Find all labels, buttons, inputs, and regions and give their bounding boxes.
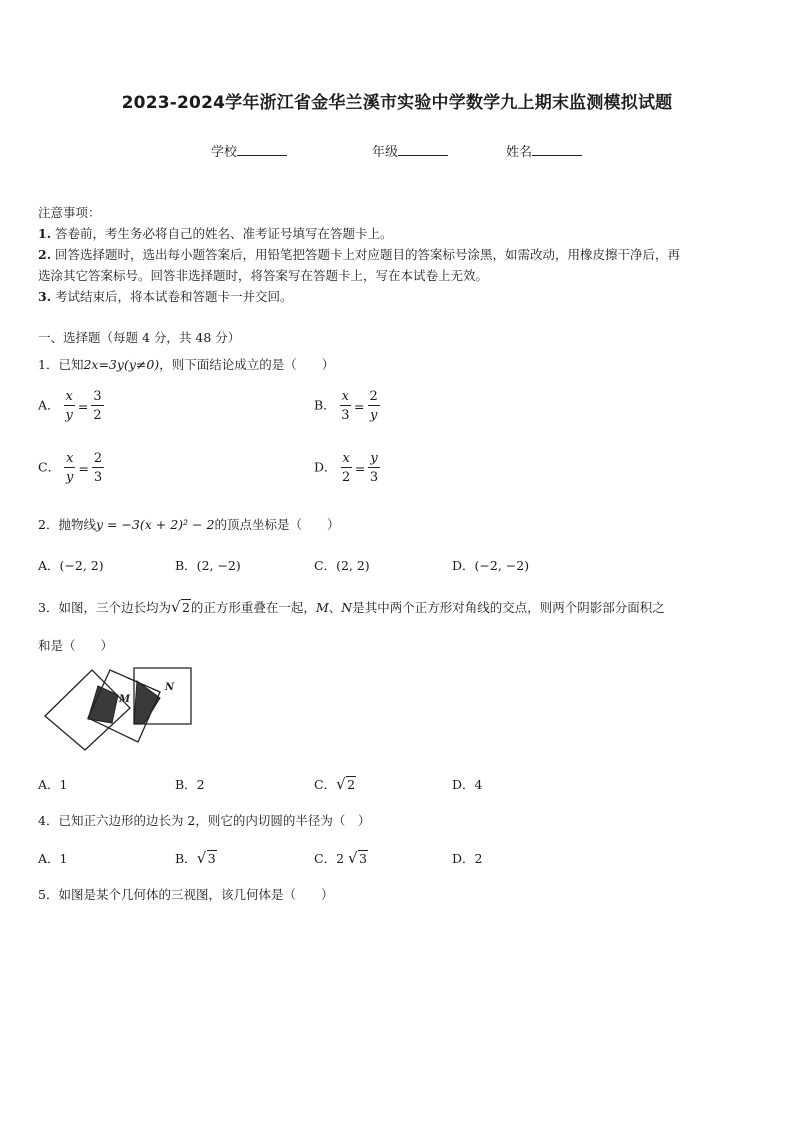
q2-option-a[interactable]: A．(−2, 2) <box>38 558 104 573</box>
section-heading: 一、选择题（每题 4 分，共 48 分） <box>38 330 241 345</box>
grade-field <box>372 141 448 160</box>
q2-option-c[interactable]: C．(2, 2) <box>314 558 370 573</box>
q4-option-c[interactable]: C．2 √ 3 <box>314 849 368 867</box>
note-item: 选涂其它答案标号。回答非选择题时，将答案写在答题卡上，写在本试卷上无效。 <box>38 268 489 283</box>
q3-option-a[interactable]: A．1 <box>38 777 68 792</box>
q1-option-d[interactable]: D． $\frac{x}{2}$ = $\frac{y}{3}$ <box>314 451 379 485</box>
page-title: 2023-2024学年浙江省金华兰溪市实验中学数学九上期末监测模拟试题 <box>121 93 673 113</box>
school-label: 学校 <box>211 145 238 160</box>
grade-blank <box>398 143 448 156</box>
question-5-stem: 5．如图是某个几何体的三视图，该几何体是（ ） <box>38 887 334 902</box>
square-left <box>45 670 130 750</box>
label-m: M <box>119 694 131 705</box>
q1-option-c[interactable]: C． $\frac{x}{y}$ = $\frac{2}{3}$ <box>38 451 103 485</box>
note-item: 1. 答卷前，考生务必将自己的姓名、准考证号填写在答题卡上。 <box>38 226 393 241</box>
q2-option-d[interactable]: D．(−2, −2) <box>452 558 530 573</box>
q3-option-d[interactable]: D．4 <box>452 777 483 792</box>
sqrt-symbol: √ 2 <box>171 600 191 615</box>
three-squares-figure <box>40 662 196 752</box>
note-item: 2. 回答选择题时，选出每小题答案后，用铅笔把答题卡上对应题目的答案标号涂黑，如需改动，用橡皮擦干净后，再 <box>38 247 681 262</box>
q3-option-c[interactable]: C．√ 2 <box>314 775 356 793</box>
notes-heading: 注意事项： <box>38 205 101 220</box>
note-item: 3. 考试结束后，将本试卷和答题卡一并交回。 <box>38 289 293 304</box>
school-field <box>211 141 287 160</box>
question-3-stem: 3．如图，三个边长均为√ 2的正方形重叠在一起，M、N是其中两个正方形对角线的交点，则两个阴影部分面积之 <box>38 598 665 616</box>
sqrt-symbol: √ 3 <box>197 851 217 866</box>
point-n-label: N <box>341 600 353 615</box>
sqrt-symbol: √ 3 <box>348 851 368 866</box>
grade-label: 年级 <box>372 145 399 160</box>
question-3-stem-line2: 和是（ ） <box>38 638 114 653</box>
name-blank <box>532 143 582 156</box>
name-field <box>506 141 582 160</box>
shaded-region-right <box>134 681 160 724</box>
q4-option-d[interactable]: D．2 <box>452 851 483 866</box>
name-label: 姓名 <box>506 145 533 160</box>
q1-condition: 2x=3y(y≠0) <box>83 357 160 372</box>
question-2-stem: 2．抛物线y = −3(x + 2)² − 2的顶点坐标是（ ） <box>38 517 340 532</box>
q4-option-b[interactable]: B．√ 3 <box>175 849 217 867</box>
point-m-label: M <box>315 600 329 615</box>
q1-option-a[interactable]: A． $\frac{x}{y}$ = $\frac{3}{2}$ <box>38 389 102 423</box>
sqrt-symbol: √ 2 <box>336 777 356 792</box>
q4-option-a[interactable]: A．1 <box>38 851 68 866</box>
label-n: N <box>165 682 175 693</box>
q3-option-b[interactable]: B．2 <box>175 777 205 792</box>
q2-option-b[interactable]: B．(2, −2) <box>175 558 241 573</box>
question-4-stem: 4．已知正六边形的边长为 2，则它的内切圆的半径为（ ） <box>38 813 371 828</box>
school-blank <box>237 143 287 156</box>
q1-option-b[interactable]: B． $\frac{x}{3}$ = $\frac{2}{y}$ <box>314 389 378 423</box>
q2-formula: y = −3(x + 2)² − 2 <box>95 517 215 532</box>
question-1-stem: 1．已知2x=3y(y≠0)，则下面结论成立的是（ ） <box>38 357 335 372</box>
